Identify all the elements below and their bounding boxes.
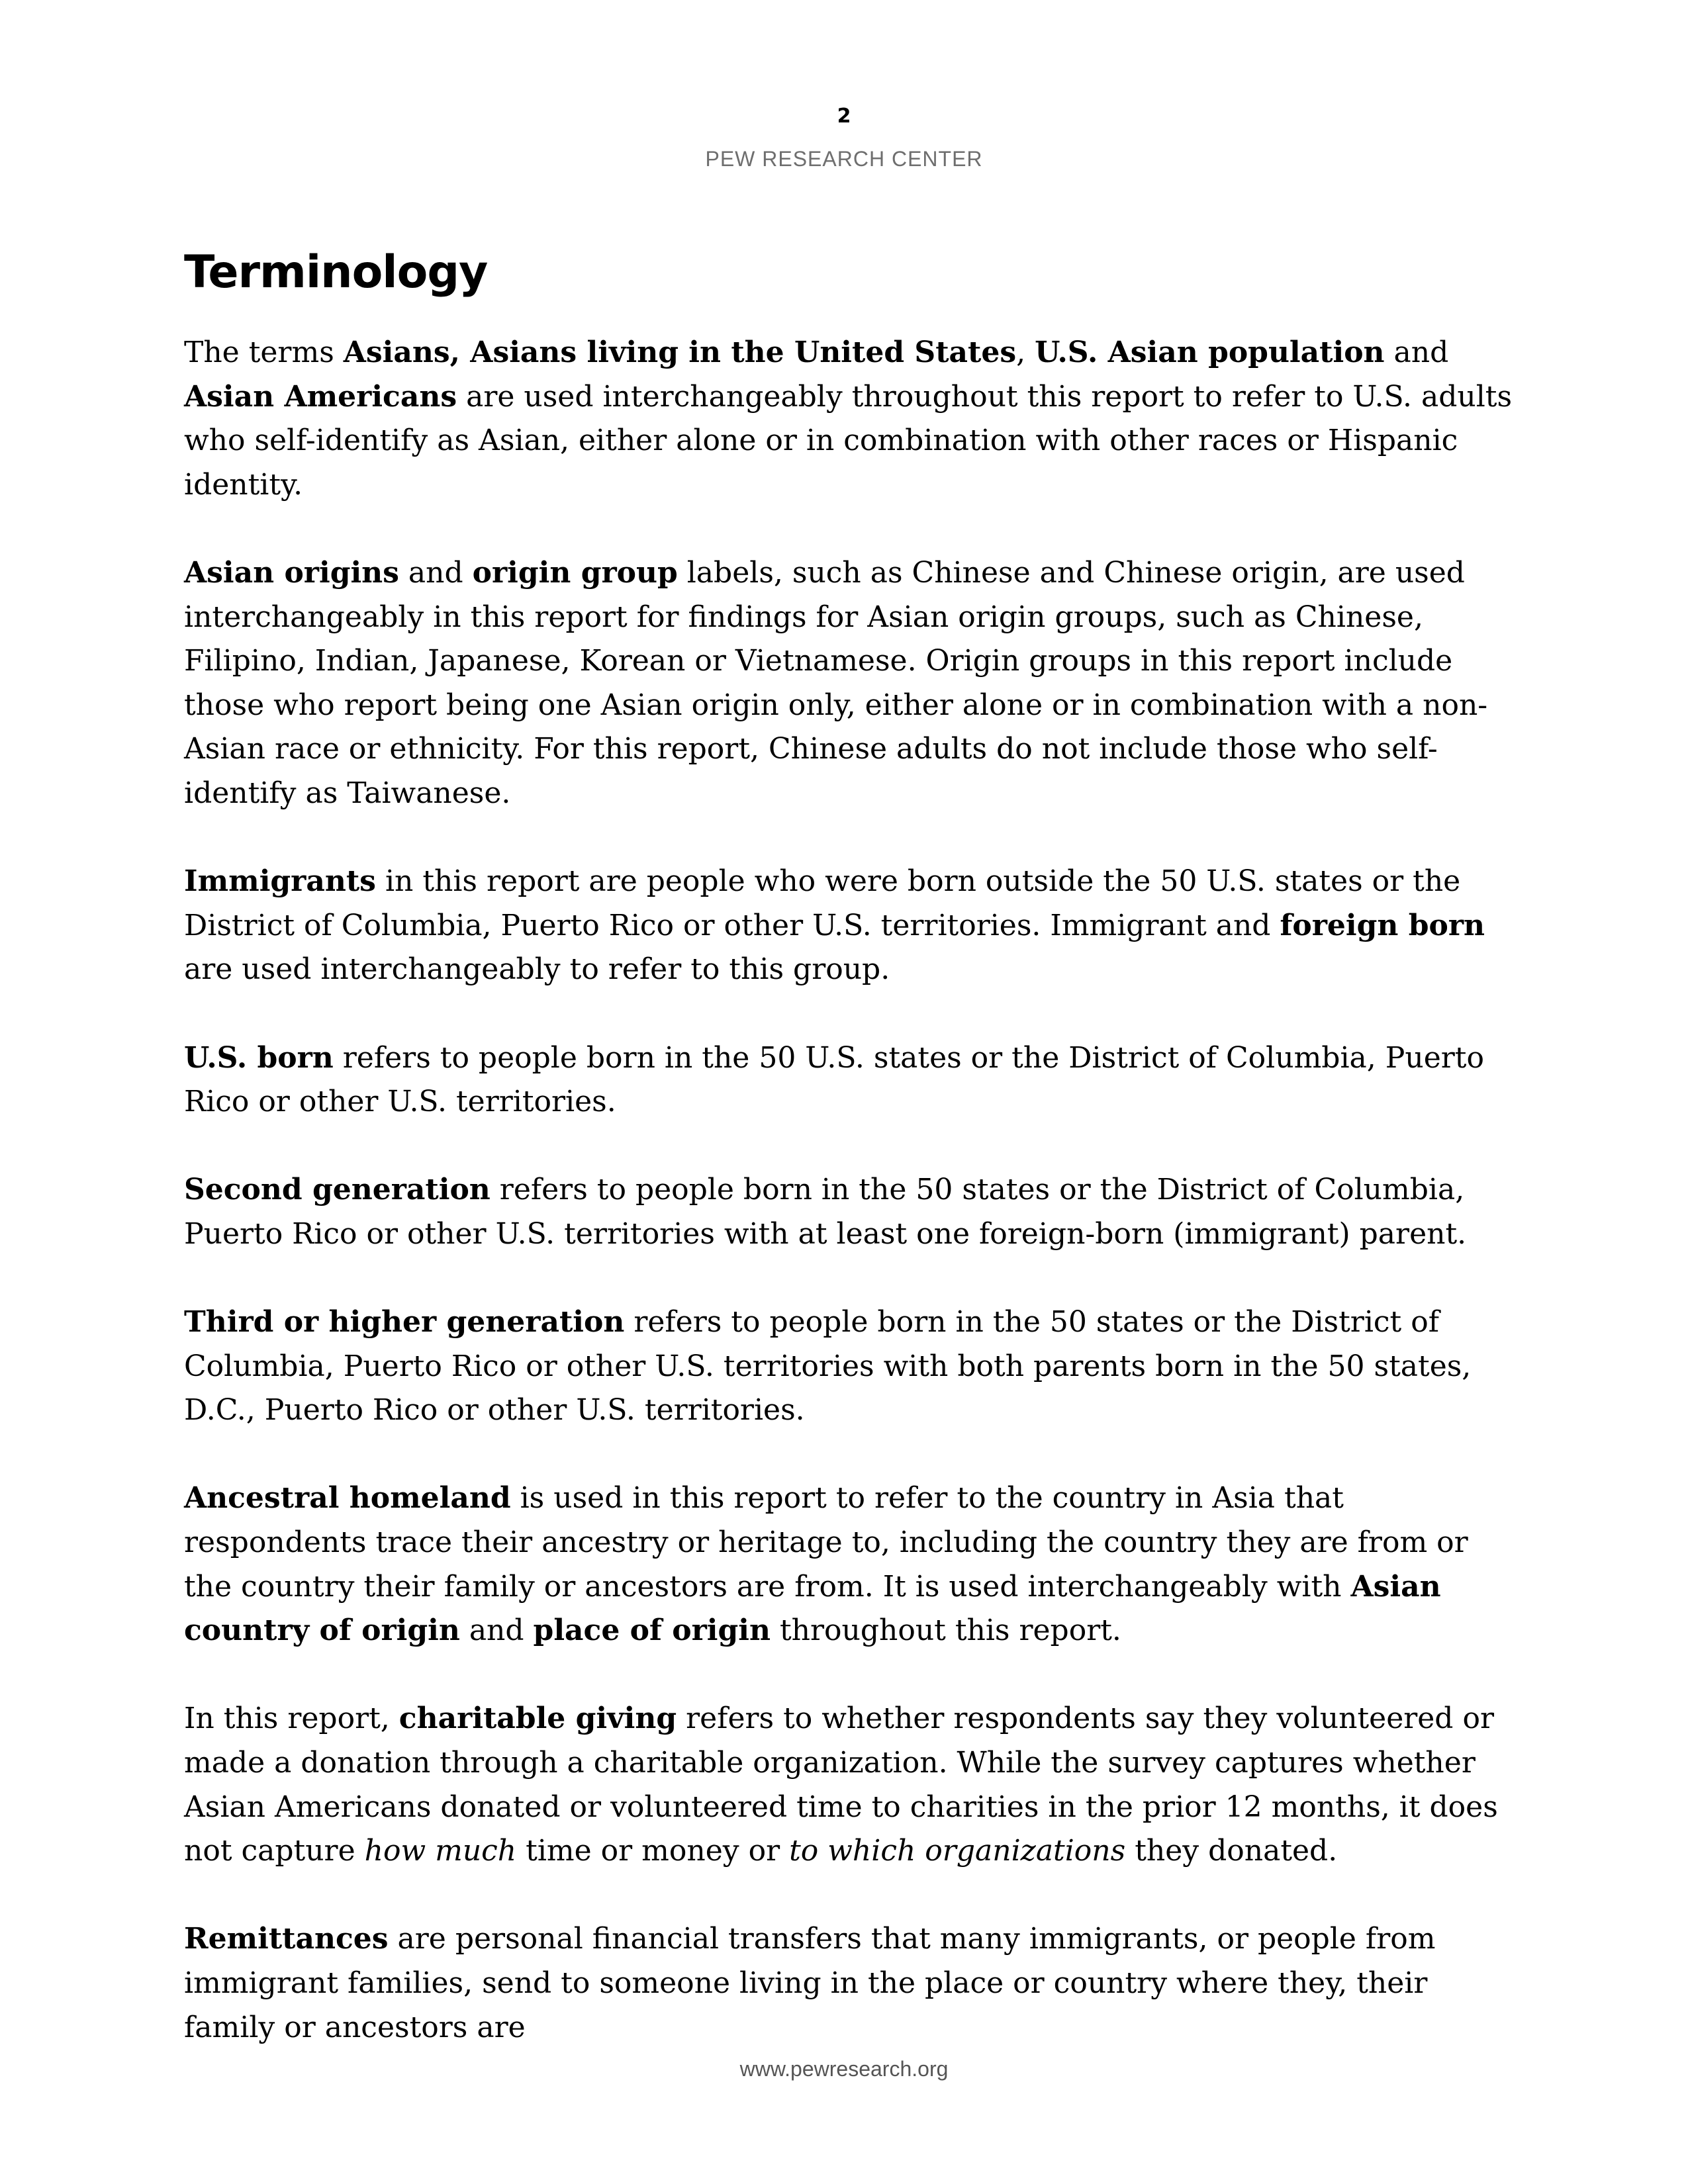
body-text: throughout this report. bbox=[770, 1614, 1121, 1648]
body-text: they donated. bbox=[1125, 1834, 1338, 1868]
defined-term: place of origin bbox=[533, 1614, 771, 1648]
defined-term: Asians, Asians living in the United States bbox=[343, 336, 1017, 369]
terminology-paragraph bbox=[184, 860, 1515, 992]
defined-term: Ancestral homeland bbox=[184, 1481, 511, 1516]
defined-term: origin group bbox=[472, 555, 678, 590]
terminology-paragraph bbox=[184, 551, 1515, 816]
terminology-paragraph bbox=[184, 1168, 1515, 1256]
body-text: The terms bbox=[184, 336, 344, 369]
body-text: in this report are people who were born outside the 50 U.S. states or the District of Columbia, Puerto Rico or other U.S. territories. Immigrant and bbox=[184, 864, 1461, 942]
defined-term: charitable giving bbox=[399, 1702, 677, 1736]
body-text: is used in this report to refer to the country in Asia that respondents trace their ancestry or heritage to, including the country they are from or the country their family or ancestors are from. It is used interchangeably with bbox=[184, 1481, 1468, 1604]
defined-term: Third or higher generation bbox=[184, 1305, 625, 1340]
defined-term: Remittances bbox=[184, 1922, 389, 1956]
organization-header: PEW RESEARCH CENTER bbox=[705, 147, 983, 171]
page-title: Terminology bbox=[184, 246, 488, 298]
defined-term: Asian origins bbox=[184, 555, 399, 590]
body-text: refers to people born in the 50 states or the District of Columbia, Puerto Rico or other U.S. territories with at least one foreign-born (immigrant) parent. bbox=[184, 1173, 1467, 1251]
terminology-paragraph bbox=[184, 1477, 1515, 1653]
defined-term: U.S. born bbox=[184, 1040, 334, 1075]
defined-term: Asian Americans bbox=[184, 379, 457, 414]
footer-url: www.pewresearch.org bbox=[739, 2057, 949, 2081]
body-text: and bbox=[1384, 336, 1449, 369]
body-text: and bbox=[399, 555, 473, 590]
body-text: time or money or bbox=[516, 1834, 790, 1868]
emphasis-text: how much bbox=[364, 1834, 517, 1868]
defined-term: Asian country of origin bbox=[184, 1569, 1441, 1648]
defined-term: Second generation bbox=[184, 1173, 491, 1207]
body-text: labels, such as Chinese and Chinese origin, are used interchangeably in this report for findings for Asian origin groups, such as Chinese, Filipino, Indian, Japanese, Korean or Vietnamese. Origin groups in this report include those who report being one Asian origin only, either alone or in combination with a non-Asian race or ethnicity. For this report, Chinese adults do not include those who self-identify as Taiwanese. bbox=[184, 555, 1488, 810]
page-number: 2 bbox=[837, 105, 851, 128]
terminology-paragraph bbox=[184, 1697, 1515, 1873]
terminology-paragraph bbox=[184, 1036, 1515, 1124]
terminology-body bbox=[184, 331, 1515, 2094]
body-text: In this report, bbox=[184, 1702, 399, 1736]
terminology-paragraph bbox=[184, 1300, 1515, 1433]
body-text: refers to people born in the 50 states or the District of Columbia, Puerto Rico or other U.S. territories with both parents born in the 50 states, D.C., Puerto Rico or other U.S. territories. bbox=[184, 1305, 1472, 1428]
body-text: are personal financial transfers that many immigrants, or people from immigrant families, send to someone living in the place or country where they, their family or ancestors are bbox=[184, 1922, 1436, 2044]
body-text: are used interchangeably to refer to this group. bbox=[184, 952, 890, 987]
terminology-paragraph bbox=[184, 1917, 1515, 2050]
defined-term: foreign born bbox=[1280, 908, 1485, 942]
body-text: refers to whether respondents say they volunteered or made a donation through a charitable organization. While the survey captures whether Asian Americans donated or volunteered time to charities in the prior 12 months, it does not capture bbox=[184, 1702, 1498, 1868]
body-text: are used interchangeably throughout this report to refer to U.S. adults who self-identify as Asian, either alone or in combination with other races or Hispanic identity. bbox=[184, 379, 1513, 502]
defined-term: Immigrants bbox=[184, 864, 376, 899]
terminology-paragraph bbox=[184, 331, 1515, 507]
defined-term: U.S. Asian population bbox=[1035, 336, 1385, 369]
emphasis-text: to which organizations bbox=[789, 1834, 1126, 1868]
body-text: and bbox=[459, 1614, 534, 1648]
body-text: , bbox=[1016, 336, 1035, 369]
body-text: refers to people born in the 50 U.S. states or the District of Columbia, Puerto Rico or other U.S. territories. bbox=[184, 1040, 1484, 1119]
